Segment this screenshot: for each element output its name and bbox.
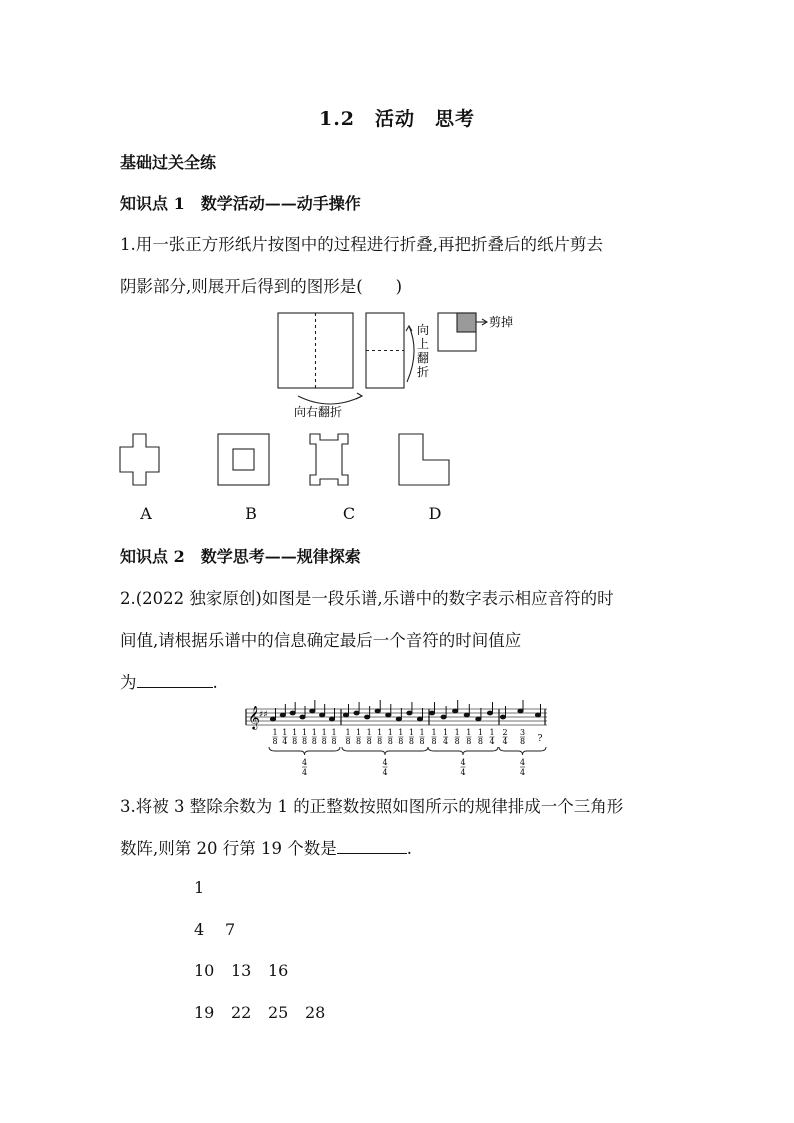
note-head (365, 715, 370, 719)
note-head (464, 713, 469, 717)
note-head (453, 709, 458, 713)
option-b-label: B (245, 504, 257, 523)
time-value-numerator: 1 (331, 728, 337, 737)
q2-prefix: 为 (120, 673, 137, 692)
array-row-3 (194, 961, 289, 980)
time-value-numerator: 1 (387, 728, 393, 737)
q3-text-line1: 3.将被 3 整除余数为 1 的正整数按照如图所示的规律排成一个三角形 (120, 797, 624, 816)
array-row-2 (194, 920, 236, 939)
time-value-numerator: 1 (311, 728, 317, 737)
fold-right-label: 向右翻折 (293, 405, 343, 419)
time-value-numerator: 1 (408, 728, 414, 737)
note-head (375, 709, 380, 713)
time-value-denominator: 8 (345, 737, 351, 746)
group-brace (499, 747, 546, 755)
time-value-denominator: 8 (477, 737, 483, 746)
group-sum-denominator: 4 (460, 768, 466, 777)
note-head (396, 717, 401, 721)
time-value-numerator: 1 (477, 728, 483, 737)
note-head (320, 713, 325, 717)
time-value-numerator: 1 (282, 728, 288, 737)
time-value-numerator: 2 (502, 728, 508, 737)
group-sum-denominator: 4 (382, 768, 388, 777)
note-head (329, 717, 334, 721)
note-head (290, 711, 295, 715)
note-head (518, 709, 523, 713)
time-value-denominator: 8 (366, 737, 372, 746)
time-value-denominator: 4 (282, 737, 288, 746)
q2-text-line2: 间值,请根据乐谱中的信息确定最后一个音符的时间值应 (120, 631, 522, 650)
option-c-label: C (342, 504, 356, 523)
group-sum-denominator: 4 (301, 768, 308, 777)
time-value-numerator: 1 (356, 728, 362, 737)
note-head (280, 713, 285, 717)
time-value-numerator: 1 (419, 728, 425, 737)
time-value-denominator: 8 (301, 737, 308, 746)
time-value-denominator: 4 (489, 737, 495, 746)
group-brace (342, 747, 428, 755)
treble-clef-icon: 𝄞 (248, 705, 260, 729)
time-value-numerator: 1 (431, 728, 437, 737)
option-d-label: D (428, 504, 442, 523)
time-value-numerator: 1 (301, 728, 308, 737)
array-row-1 (194, 878, 204, 897)
q1-text-line2: 阴影部分,则展开后得到的图形是( ) (120, 277, 403, 296)
group-brace (428, 747, 498, 755)
time-value-numerator: 1 (345, 728, 351, 737)
note-head (310, 709, 315, 713)
time-value-denominator: 8 (454, 737, 460, 746)
q1-text-line1: 1.用一张正方形纸片按图中的过程进行折叠,再把折叠后的纸片剪去 (120, 235, 603, 254)
fold-up-char-2: 上 (417, 337, 430, 351)
time-value-denominator: 8 (398, 737, 404, 746)
time-value-denominator: 8 (321, 737, 327, 746)
q3-suffix: . (406, 839, 412, 858)
group-sum-numerator: 4 (519, 758, 526, 767)
time-value-denominator: 4 (443, 737, 449, 746)
group-sum-numerator: 4 (382, 758, 388, 767)
fold-up-char-4: 折 (417, 365, 430, 379)
time-value-numerator: 1 (454, 728, 460, 737)
note-head (535, 713, 540, 717)
time-value-numerator: 1 (377, 728, 383, 737)
time-value-denominator: 8 (311, 737, 317, 746)
section-heading: 基础过关全练 (120, 153, 217, 172)
array-number: 10 (194, 961, 215, 980)
note-head (407, 711, 412, 715)
time-value-denominator: 8 (419, 737, 425, 746)
time-value-numerator: 1 (443, 728, 449, 737)
time-value-denominator: 8 (331, 737, 337, 746)
time-value-denominator: 8 (387, 737, 393, 746)
option-a-label: A (140, 504, 152, 523)
time-value-numerator: 1 (489, 728, 495, 737)
note-head (476, 717, 481, 721)
group-sum-numerator: 4 (301, 758, 308, 767)
key-signature: ♯♯ (259, 710, 268, 720)
array-number: 19 (194, 1003, 215, 1022)
q2-suffix: . (212, 673, 218, 692)
time-value-numerator: 1 (272, 728, 278, 737)
fold-up-char-1: 向 (417, 323, 430, 337)
time-value-denominator: 8 (356, 737, 362, 746)
time-value-denominator: 8 (377, 737, 383, 746)
group-sum-denominator: 4 (519, 768, 526, 777)
note-head (441, 715, 446, 719)
unknown-time-value: ? (537, 734, 543, 744)
q2-text-line1: 2.(2022 独家原创)如图是一段乐谱,乐谱中的数字表示相应音符的时 (120, 589, 614, 608)
time-value-denominator: 8 (519, 737, 526, 746)
time-value-denominator: 8 (431, 737, 437, 746)
knowledge-point-1: 知识点 1 数学活动——动手操作 (120, 194, 361, 213)
note-head (343, 713, 348, 717)
group-brace (269, 747, 340, 755)
time-value-denominator: 8 (408, 737, 414, 746)
time-value-denominator: 8 (272, 737, 278, 746)
note-head (386, 713, 391, 717)
array-number: 1 (194, 878, 205, 897)
array-number: 7 (225, 920, 236, 939)
note-head (354, 711, 359, 715)
knowledge-point-2: 知识点 2 数学思考——规律探索 (120, 547, 361, 566)
page-title: 1.2 活动 思考 (318, 108, 476, 130)
time-value-denominator: 8 (466, 737, 472, 746)
fold-up-char-3: 翻 (417, 351, 430, 365)
array-number: 4 (194, 920, 205, 939)
group-sum-numerator: 4 (460, 758, 466, 767)
group-braces (269, 747, 546, 755)
array-number: 28 (305, 1003, 326, 1022)
array-row-4 (194, 1003, 326, 1022)
time-value-numerator: 1 (321, 728, 327, 737)
array-number: 16 (268, 961, 289, 980)
time-value-denominator: 8 (292, 737, 298, 746)
q3-answer-blank[interactable] (337, 839, 407, 854)
q3-prefix: 数阵,则第 20 行第 19 个数是 (120, 839, 337, 858)
note-heads (270, 700, 540, 721)
note-head (500, 715, 505, 719)
note-head (417, 717, 422, 721)
time-value-numerator: 1 (398, 728, 404, 737)
array-number: 25 (268, 1003, 289, 1022)
note-head (270, 717, 275, 721)
array-number: 13 (231, 961, 252, 980)
time-value-denominator: 4 (502, 737, 508, 746)
note-head (300, 715, 305, 719)
time-value-numerator: 1 (466, 728, 472, 737)
time-value-labels (272, 728, 542, 777)
array-number: 22 (231, 1003, 252, 1022)
time-value-numerator: 1 (292, 728, 298, 737)
note-head (429, 711, 434, 715)
cut-label: 剪掉 (489, 315, 514, 329)
note-head (487, 711, 492, 715)
time-value-numerator: 1 (366, 728, 372, 737)
time-value-numerator: 3 (519, 728, 526, 737)
